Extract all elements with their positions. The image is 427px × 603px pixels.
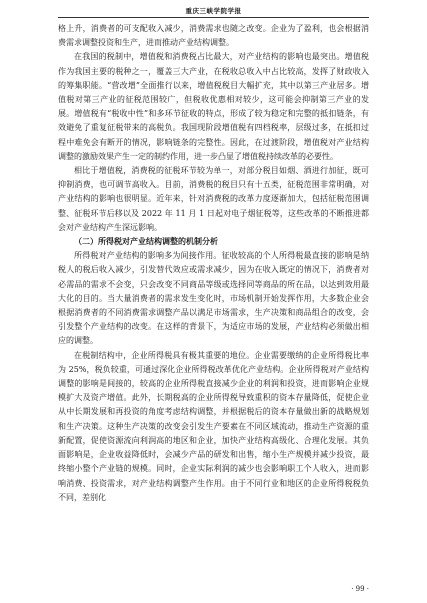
paragraph: 在税制结构中，企业所得税具有极其重要的地位。企业需要缴纳的企业所得税比率为 25%，税负较重，可通过深化企业所得税改革优化产业结构。企业所得税对产业结构调整的影响是间接的，较高的企业所得税直接减少企业的利润和投资，进而影响企业规模扩大及资产增值。此外，长期税高的企业所得税导致重积的资本存量降低，促使企业从中长期发展和再投资的角度考虑结构调整，并根据税后的资本存量做出新的战略规划和生产决策。这种生产决策的改变会引发生产要素在不同区域流动，推动生产资源的重新配置，促使资源流向利润高的地区和企业，加快产业结构高级化、合理化发展。其负面影响是，企业收益降低时，会减少产品的研发和出售，缩小生产规模并减少投资，最终缩小整个产业链的规模。同时，企业实际利润的减少也会影响职工个人收入，进而影响消费、投资需求，对产业结构调整产生作用。由于不同行业和地区的企业所得税税负不同，差别化 bbox=[58, 350, 369, 502]
journal-header: 重庆三峡学院学报 bbox=[185, 7, 242, 15]
paragraph: 在我国的税制中，增值税和消费税占比最大，对产业结构的影响也最突出。增值税作为我国主要的税种之一，覆盖三大产业，在税收总收入中占比较高，发挥了财政收入的筹集职能。“营改增”全面推行以来，增值税税目大幅扩充，其中以第三产业居多。增值税对第三产业的征税范围较广，但税收优惠相对较少，这可能会抑制第三产业的发展。增值税有“税收中性”和多环节征收的特点，形成了较为稳定和完整的抵扣链条，有效避免了重复征税带来的高税负。我国现阶段增值税有四档税率，层级过多，在抵扣过程中难免会有断开的情况，影响链条的完整性。因此，在过渡阶段，增值税对产业结构调整的激励效果产生一定的制约作用，进一步凸显了增值税持续改革的必要性。 bbox=[58, 52, 369, 161]
header-rule bbox=[58, 17, 369, 18]
paragraph: 相比于增值税，消费税的征税环节较为单一，对部分税目如烟、酒进行加征，既可抑制消费，也可调节高收入。目前，消费税的税目只有十五类，征税范围非常明确，对产业结构的影响也很明显。近年来，针对消费税的改革力度逐渐加大，包括征税范围调整、征税环节后移以及 2022 年 11 月 1 日起对电子烟征税等，这些改革的不断推进都会对产业结构产生深远影响。 bbox=[58, 166, 369, 232]
paragraph: 所得税对产业结构的影响多为间接作用。征收较高的个人所得税最直接的影响是纳税人的税后收入减少，引发替代效应或需求减少，因为在收入既定的情况下，消费者对必需品的需求不会变，只会改变不同商品等级或选择同等商品的所在品，以达到效用最大化的目的。当大量消费者的需求发生变化时，市场机制开始发挥作用，大多数企业会根据消费者的不同消费需求调整产品以满足市场需求，生产决策和商品组合的改变，会引发整个产业结构的改变。在这样的背景下，为适应市场的发展，产业结构必须做出相应的调整。 bbox=[58, 251, 369, 346]
section-heading: （二）所得税对产业结构调整的机制分析 bbox=[74, 237, 218, 247]
page-number: · 99 · bbox=[351, 585, 369, 593]
document-body bbox=[58, 22, 369, 505]
paragraph: 格上升，消费者的可支配收入减少，消费需求也随之改变。企业为了盈利，也会根据消费需求调整投资和生产，进而推动产业结构调整。 bbox=[58, 24, 369, 48]
